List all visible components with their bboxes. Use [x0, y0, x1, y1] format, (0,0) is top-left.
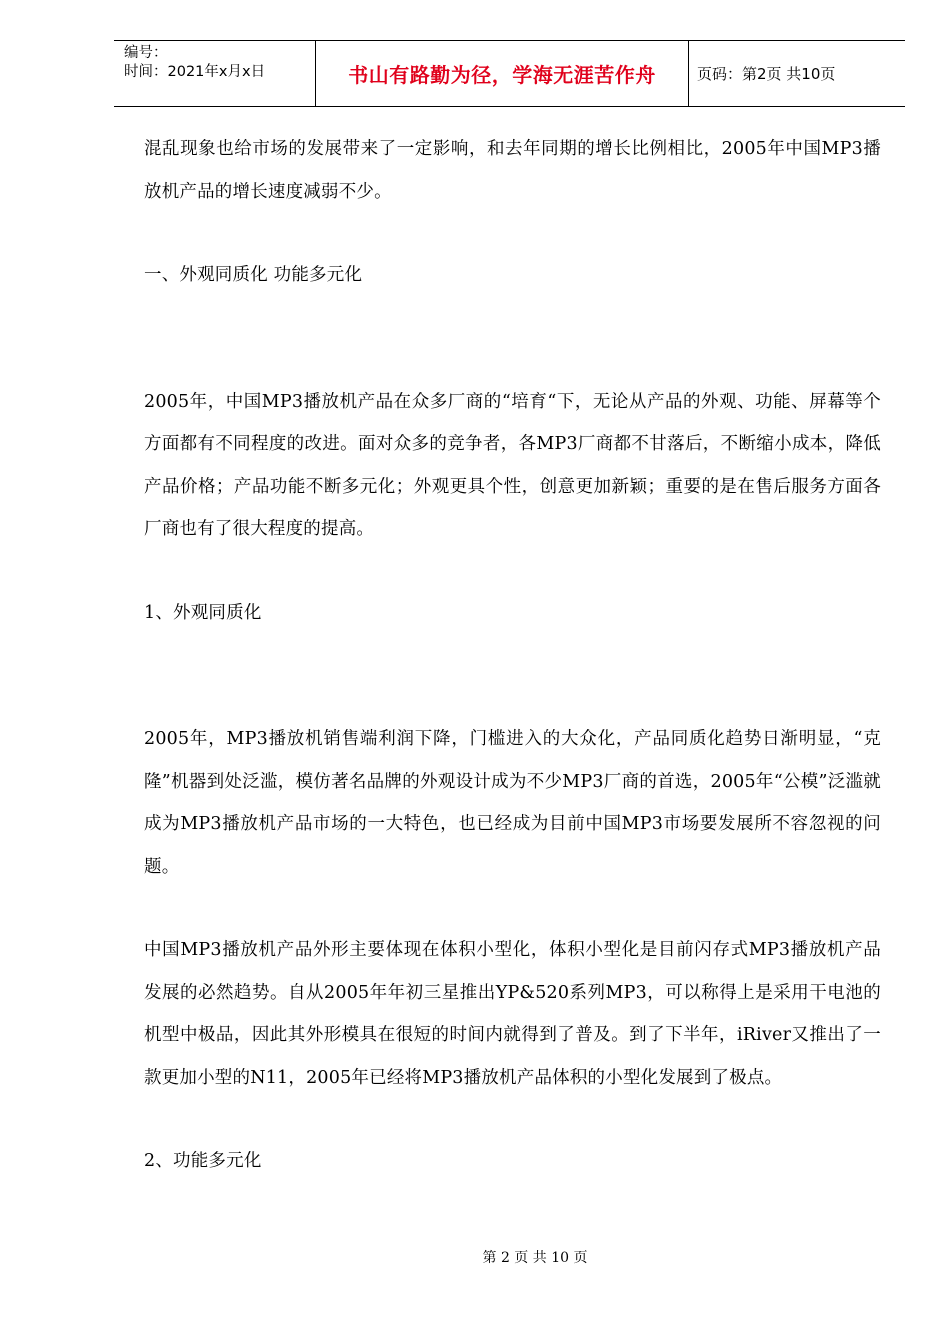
- header-meta-cell: [114, 41, 316, 106]
- document-header: [114, 40, 905, 107]
- motto-text: 书山有路勤为径，学海无涯苦作舟: [348, 63, 656, 87]
- body-paragraph: 2005年，中国MP3播放机产品在众多厂商的“培育“下，无论从产品的外观、功能、屏幕等个方面都有不同程度的改进。面对众多的竞争者，各MP3厂商都不甘落后，不断缩小成本，降低产品价格；产品功能不断多元化；外观更具个性，创意更加新颖；重要的是在售后服务方面各厂商也有了很大程度的提高。: [144, 391, 881, 539]
- body-paragraph: 中国MP3播放机产品外形主要体现在体积小型化，体积小型化是目前闪存式MP3播放机产品发展的必然趋势。自从2005年年初三星推出YP&520系列MP3，可以称得上是采用干电池的机型中极品，因此其外形模具在很短的时间内就得到了普及。到了下半年，iRiver又推出了一款更加小型的N11，2005年已经将MP3播放机产品体积的小型化发展到了极点。: [144, 940, 881, 1088]
- subsection-heading: 2、功能多元化: [144, 1151, 262, 1171]
- serial-number-label: 编号：: [124, 45, 168, 61]
- body-paragraph: 混乱现象也给市场的发展带来了一定影响，和去年同期的增长比例相比，2005年中国MP3播放机产品的增长速度减弱不少。: [144, 139, 881, 202]
- document-body: [144, 128, 881, 1183]
- time-label: 时间：2021年x月x日: [124, 64, 266, 80]
- header-motto-cell: [316, 41, 689, 106]
- footer-page-number: 第 2 页 共 10 页: [482, 1250, 588, 1266]
- page-footer: [0, 1247, 950, 1267]
- body-paragraph: 2005年，MP3播放机销售端利润下降，门槛进入的大众化，产品同质化趋势日渐明显，“克隆”机器到处泛滥，模仿著名品牌的外观设计成为不少MP3厂商的首选，2005年“公模”泛滥就成为MP3播放机产品市场的一大特色，也已经成为目前中国MP3市场要发展所不容忽视的问题。: [144, 729, 881, 877]
- page-info-text: 页码：第2页 共10页: [697, 65, 836, 83]
- subsection-heading: 1、外观同质化: [144, 602, 262, 623]
- section-heading: 一、外观同质化 功能多元化: [144, 265, 363, 285]
- header-page-cell: [689, 41, 905, 106]
